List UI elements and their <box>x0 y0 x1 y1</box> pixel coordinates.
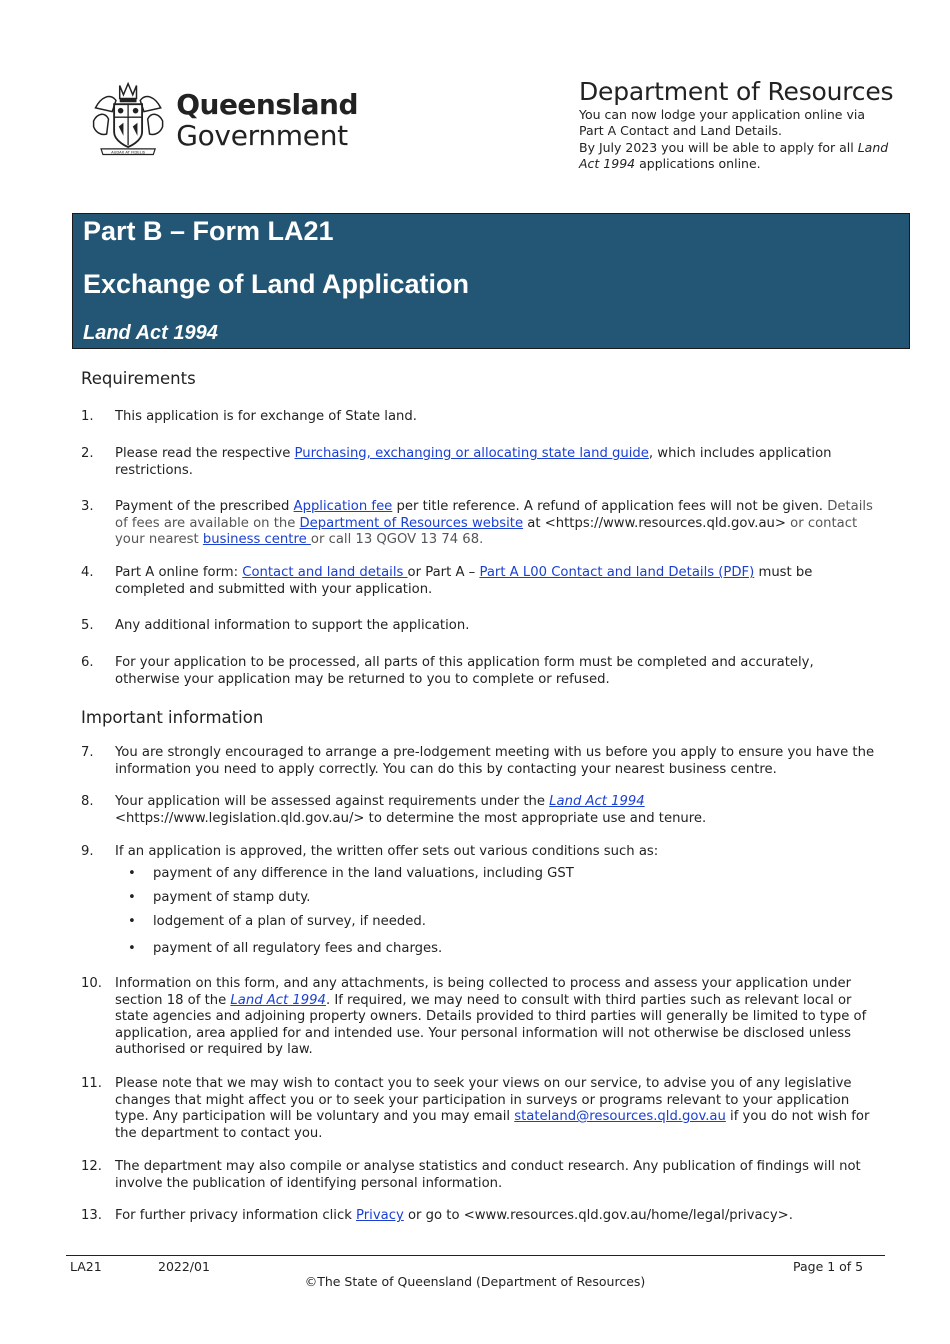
form-act: Land Act 1994 <box>83 322 218 344</box>
land-act-link[interactable]: Land Act 1994 <box>230 992 326 1008</box>
coat-of-arms-icon <box>88 77 168 163</box>
privacy-link[interactable]: Privacy <box>356 1208 404 1223</box>
list-item: 7. You are strongly encouraged to arrange a pre-lodgement meeting with us before you apply to ensure you have the information you need to apply correctly. You can do this by contacting your nearest business centre. <box>81 745 875 777</box>
list-item: 12. The department may also compile or analyse statistics and conduct research. Any publication of findings will not involve the publication of identifying personal information. <box>81 1159 861 1191</box>
online-notice-line-4: Act 1994 applications online. <box>579 156 761 172</box>
form-part-title: Part B – Form LA21 <box>83 216 334 246</box>
bullet-icon: • <box>128 914 136 929</box>
footer-version: 2022/01 <box>158 1259 210 1274</box>
logo-queensland: Queensland <box>176 87 358 121</box>
department-block <box>579 78 909 173</box>
state-land-guide-link[interactable]: Purchasing, exchanging or allocating state land guide <box>294 446 649 461</box>
list-item: 2. Please read the respective Purchasing, exchanging or allocating state land guide, which includes application restrictions. <box>81 446 832 478</box>
bullet-item: • payment of all regulatory fees and charges. <box>128 941 443 956</box>
application-fee-link[interactable]: Application fee <box>293 499 393 514</box>
list-item: 6. For your application to be processed, all parts of this application form must be completed and accurately, otherwise your application may be returned to you to complete or refused. <box>81 655 814 687</box>
bullet-icon: • <box>128 941 136 956</box>
part-a-pdf-link[interactable]: Part A L00 Contact and land Details (PDF) <box>479 565 755 580</box>
list-item: 4. Part A online form: Contact and land details or Part A – Part A L00 Contact and land Details (PDF) must be completed and submitted with your application. <box>81 565 813 597</box>
footer-form-code: LA21 <box>70 1259 102 1274</box>
bullet-item: • payment of any difference in the land valuations, including GST <box>128 866 574 881</box>
requirements-heading: Requirements <box>81 369 196 388</box>
list-item: 9. If an application is approved, the written offer sets out various conditions such as: <box>81 844 659 859</box>
list-item: 1. This application is for exchange of State land. <box>81 409 417 424</box>
bullet-icon: • <box>128 890 136 905</box>
online-notice-line-3: By July 2023 you will be able to apply for all Land <box>579 139 889 155</box>
form-title: Exchange of Land Application <box>83 269 470 299</box>
form-title-banner <box>72 213 910 349</box>
footer-divider <box>66 1255 885 1256</box>
important-information-heading: Important information <box>81 708 264 727</box>
queensland-government-logo <box>88 76 358 164</box>
department-website-link[interactable]: Department of Resources website <box>299 515 524 531</box>
online-notice-line-1: You can now lodge your application online via <box>579 106 866 122</box>
land-act-link[interactable]: Land Act 1994 <box>549 794 645 809</box>
svg-text:AUDAX AT FIDELIS: AUDAX AT FIDELIS <box>111 150 146 155</box>
bullet-item: • payment of stamp duty. <box>128 890 311 905</box>
business-centre-link[interactable]: business centre <box>202 532 311 547</box>
list-item: 11. Please note that we may wish to contact you to seek your views on our service, to advise you of any legislative changes that might affect you or to seek your participation in surveys or programs relevant to your application type. Any participation will be voluntary and you may email stateland@resources.qld.gov.au if you do not wish for the department to contact you. <box>81 1076 870 1141</box>
online-notice-line-2: Part A Contact and Land Details. <box>579 123 783 139</box>
list-item: 8. Your application will be assessed against requirements under the Land Act 1994 <https://www.legislation.qld.gov.au/> to determine the most appropriate use and tenure. <box>81 794 707 826</box>
list-item: 13. For further privacy information click Privacy or go to <www.resources.qld.gov.au/home/legal/privacy>. <box>81 1208 793 1223</box>
bullet-icon: • <box>128 866 136 881</box>
list-item: 5. Any additional information to support the application. <box>81 618 470 633</box>
list-item: 10. Information on this form, and any attachments, is being collected to process and assess your application under section 18 of the Land Act 1994. If required, we may need to consult with third parties such as relevant local or state agencies and adjoining property owners. Details provided to third parties will generally be limited to type of application, area applied for and intended use. Your personal information will not otherwise be disclosed unless authorised or required by law. <box>81 976 867 1057</box>
logo-government: Government <box>176 118 348 152</box>
footer-page-number: Page 1 of 5 <box>793 1259 864 1274</box>
stateland-email-link[interactable]: stateland@resources.qld.gov.au <box>514 1109 726 1124</box>
department-name: Department of Resources <box>579 77 894 106</box>
contact-land-details-link[interactable]: Contact and land details <box>242 565 408 580</box>
footer-copyright: ©The State of Queensland (Department of Resources) <box>304 1274 646 1289</box>
list-item: 3. Payment of the prescribed Application fee per title reference. A refund of application fees will not be given. Details of fees are available on the Department of Resources website at <https://www.resources.qld.gov.au> or contact your nearest business centre or call 13 QGOV 13 74 68. <box>81 499 873 547</box>
bullet-item: • lodgement of a plan of survey, if needed. <box>128 914 426 929</box>
